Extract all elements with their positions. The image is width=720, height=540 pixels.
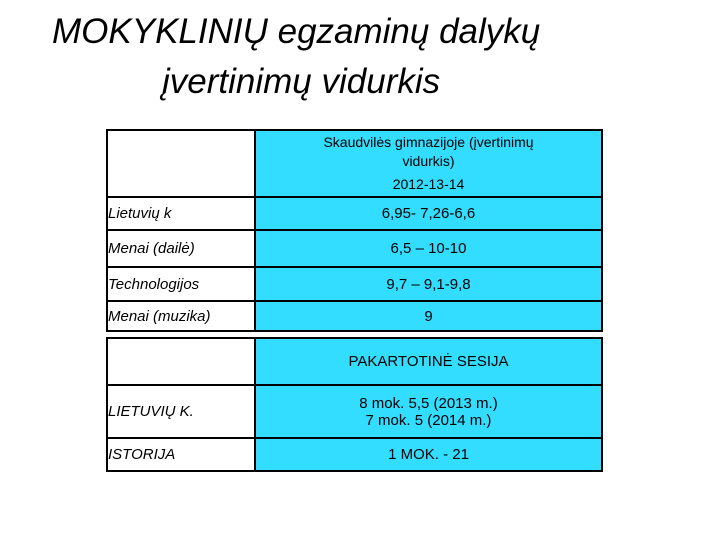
page-title-line-2: įvertinimų vidurkis xyxy=(162,62,441,101)
result-cell xyxy=(255,385,602,438)
session-header-cell: PAKARTOTINĖ SESIJA xyxy=(255,338,602,385)
result-line-2: 7 mok. 5 (2014 m.) xyxy=(365,411,492,429)
result-line-1: 8 mok. 5,5 (2013 m.) xyxy=(359,394,498,412)
average-cell: 6,95- 7,26-6,6 xyxy=(255,197,602,230)
table-header-row xyxy=(107,338,602,385)
table-row xyxy=(107,267,602,301)
header-value-cell xyxy=(255,130,602,197)
retake-session-table xyxy=(106,337,603,472)
subject-cell: ISTORIJA xyxy=(107,438,255,471)
table-row xyxy=(107,230,602,267)
average-cell: 6,5 – 10-10 xyxy=(255,230,602,267)
subject-cell: Technologijos xyxy=(107,267,255,301)
header-title-line-2: vidurkis) xyxy=(402,153,455,169)
subject-cell: Menai (muzika) xyxy=(107,301,255,331)
average-cell: 9 xyxy=(255,301,602,331)
header-date: 2012-13-14 xyxy=(392,176,465,192)
table-header-row xyxy=(107,130,602,197)
header-title-line-1: Skaudvilės gimnazijoje (įvertinimų xyxy=(323,134,534,150)
averages-table xyxy=(106,129,603,332)
subject-cell: Menai (dailė) xyxy=(107,230,255,267)
header-empty-cell xyxy=(107,338,255,385)
table-row xyxy=(107,301,602,331)
table-row xyxy=(107,197,602,230)
subject-cell: Lietuvių k xyxy=(107,197,255,230)
page-title-line-1: MOKYKLINIŲ egzaminų dalykų xyxy=(52,12,541,51)
table-row xyxy=(107,385,602,438)
header-empty-cell xyxy=(107,130,255,197)
subject-cell: LIETUVIŲ K. xyxy=(107,385,255,438)
table-row xyxy=(107,438,602,471)
average-cell: 9,7 – 9,1-9,8 xyxy=(255,267,602,301)
result-cell: 1 MOK. - 21 xyxy=(255,438,602,471)
